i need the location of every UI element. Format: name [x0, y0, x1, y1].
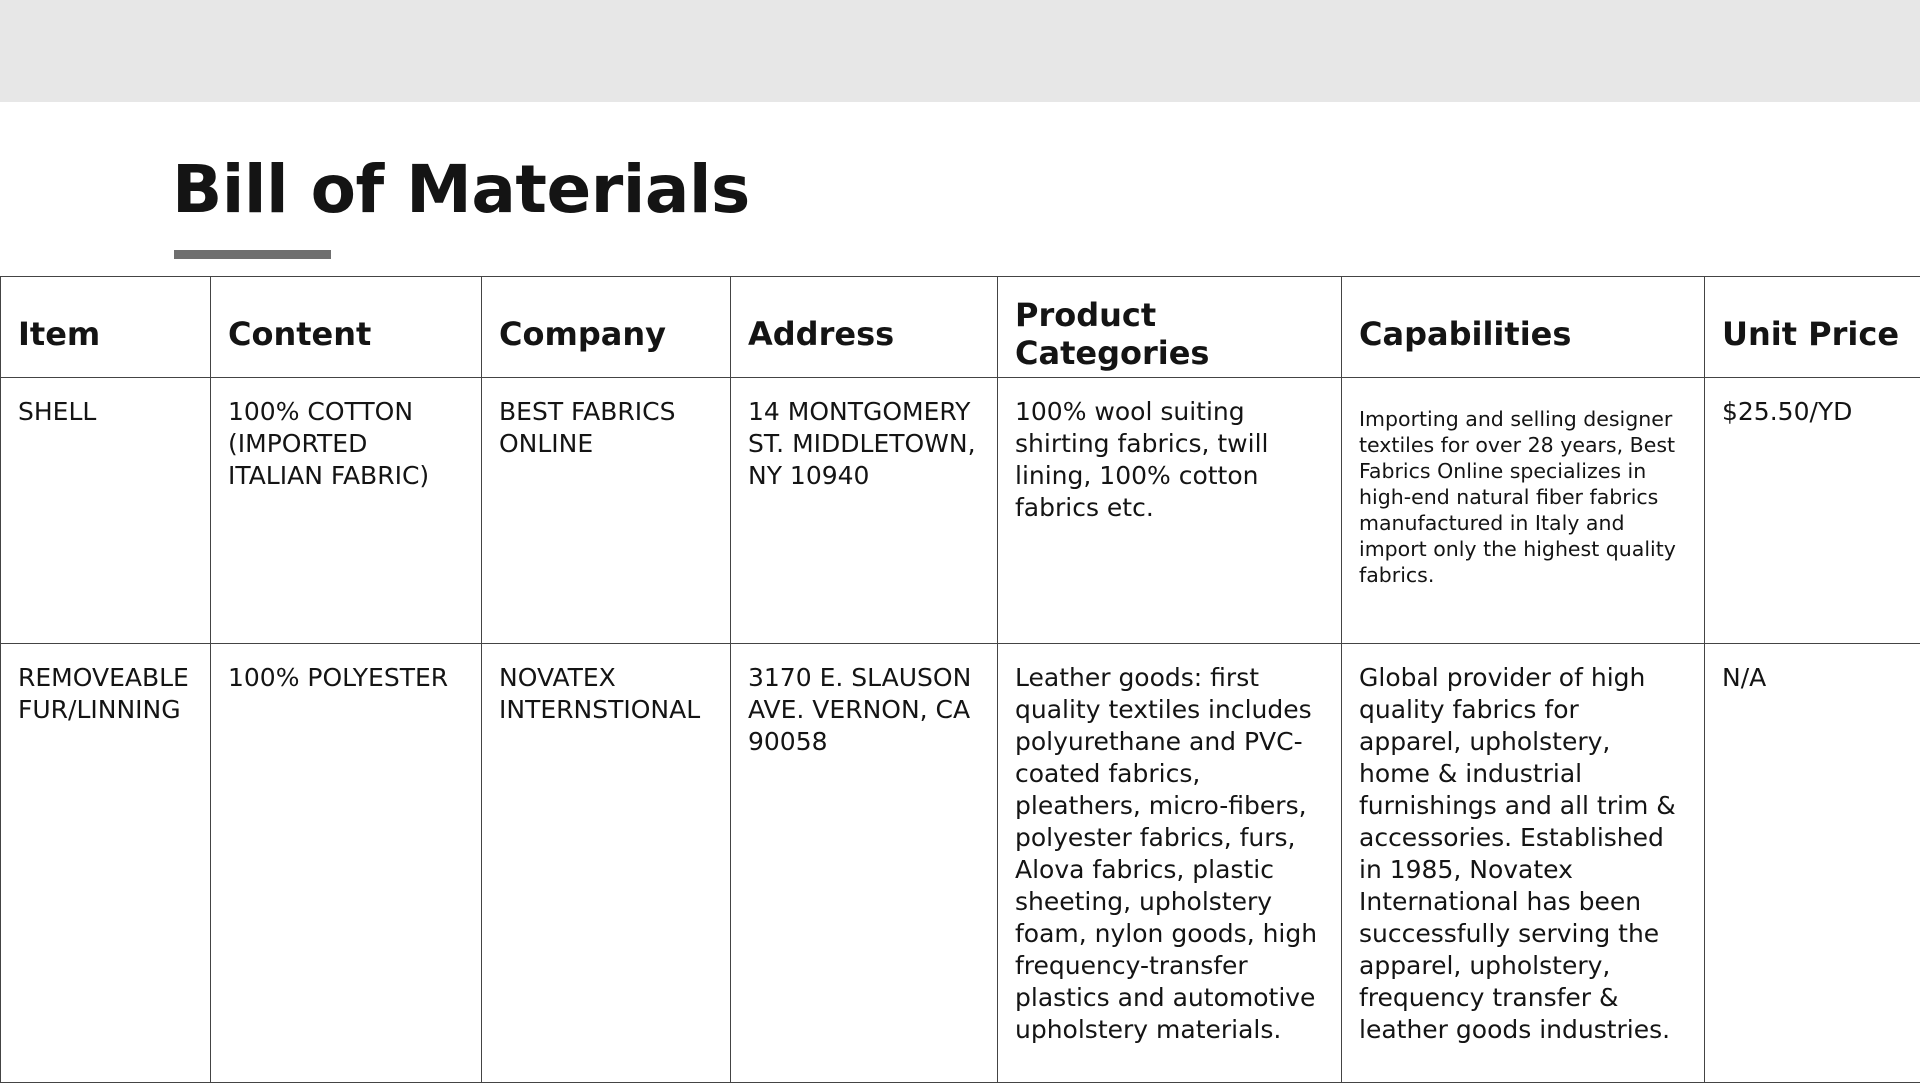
- table-header-row: [1, 277, 1920, 378]
- title-underline: [174, 250, 331, 259]
- unit-price-cell: N/A: [1705, 644, 1920, 1083]
- header-item: Item: [1, 277, 211, 378]
- product-categories-cell: 100% wool suiting shirting fabrics, twill lining, 100% cotton fabrics etc.: [998, 378, 1342, 644]
- page-title: Bill of Materials: [172, 146, 750, 234]
- capabilities-cell: [1342, 378, 1705, 644]
- top-banner: [0, 0, 1920, 102]
- item-cell: REMOVEABLE FUR/LINNING: [1, 644, 211, 1083]
- header-company: Company: [482, 277, 731, 378]
- capabilities-text: Importing and selling designer textiles for over 28 years, Best Fabrics Online specializes in high-end natural fiber fabrics manufactured in Italy and import only the highest quality fabrics.: [1359, 396, 1688, 588]
- header-address: Address: [731, 277, 998, 378]
- content-cell: 100% POLYESTER: [211, 644, 482, 1083]
- header-unit-price: Unit Price: [1705, 277, 1920, 378]
- address-cell: 3170 E. SLAUSON AVE. VERNON, CA 90058: [731, 644, 998, 1083]
- product-categories-cell: Leather goods: first quality textiles includes polyurethane and PVC-coated fabrics, pleathers, micro-fibers, polyester fabrics, furs, Alova fabrics, plastic sheeting, upholstery foam, nylon goods, high frequency-transfer plastics and automotive upholstery materials.: [998, 644, 1342, 1083]
- company-cell: NOVATEX INTERNSTIONAL: [482, 644, 731, 1083]
- bill-of-materials-table: [0, 276, 1920, 1083]
- table-row: [1, 378, 1920, 644]
- unit-price-cell: $25.50/YD: [1705, 378, 1920, 644]
- item-cell: SHELL: [1, 378, 211, 644]
- company-cell: BEST FABRICS ONLINE: [482, 378, 731, 644]
- header-product-categories: Product Categories: [998, 277, 1342, 378]
- header-capabilities: Capabilities: [1342, 277, 1705, 378]
- table-row: [1, 644, 1920, 1083]
- header-content: Content: [211, 277, 482, 378]
- address-cell: 14 MONTGOMERY ST. MIDDLETOWN, NY 10940: [731, 378, 998, 644]
- capabilities-cell: Global provider of high quality fabrics for apparel, upholstery, home & industrial furnishings and all trim & accessories. Established in 1985, Novatex International has been successfully serving the apparel, upholstery, frequency transfer & leather goods industries.: [1342, 644, 1705, 1083]
- content-cell: 100% COTTON (IMPORTED ITALIAN FABRIC): [211, 378, 482, 644]
